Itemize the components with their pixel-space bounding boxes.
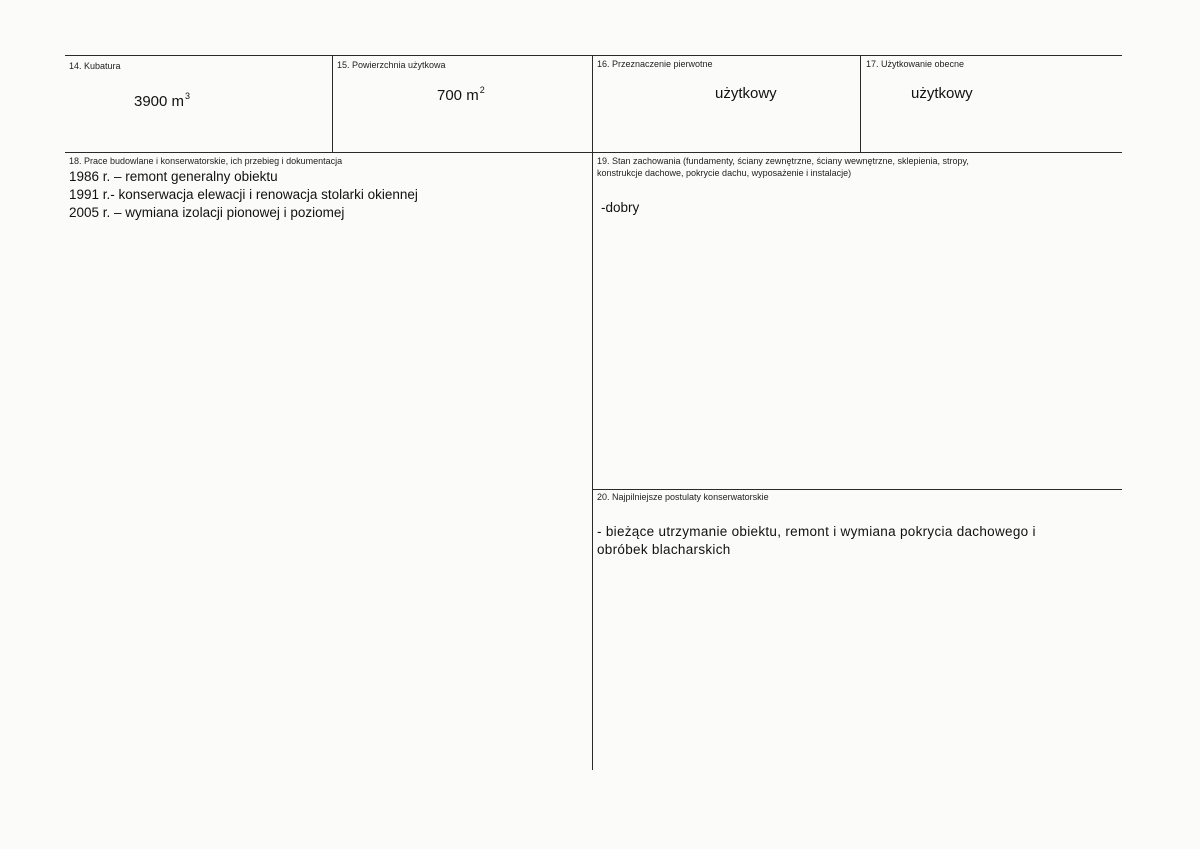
col-divider-1 [332, 55, 333, 152]
top-border-line [65, 55, 1122, 56]
uzytkowanie-label: 17. Użytkowanie obecne [866, 59, 965, 69]
powierzchnia-value [437, 85, 485, 104]
powierzchnia-exponent: 2 [479, 85, 485, 95]
kubatura-value [134, 91, 190, 110]
stan-label-line1: 19. Stan zachowania (fundamenty, ściany zewnętrzne, ściany wewnętrzne, sklepienia, stropy, [597, 156, 969, 166]
kubatura-exponent: 3 [185, 91, 191, 101]
prace-entry-2005: 2005 r. – wymiana izolacji pionowej i poziomej [69, 205, 345, 220]
col-divider-2 [592, 55, 593, 770]
stan-label-line2: konstrukcje dachowe, pokrycie dachu, wyposażenie i instalacje) [597, 168, 852, 178]
przeznaczenie-value: użytkowy [715, 85, 777, 102]
postulaty-value-line2: obróbek blacharskich [597, 542, 731, 557]
postulaty-value-line1: - bieżące utrzymanie obiektu, remont i wymiana pokrycia dachowego i [597, 524, 1036, 539]
prace-label: 18. Prace budowlane i konserwatorskie, ich przebieg i dokumentacja [69, 156, 343, 166]
uzytkowanie-value: użytkowy [911, 85, 973, 102]
section-20-top-line [593, 489, 1122, 490]
przeznaczenie-label: 16. Przeznaczenie pierwotne [597, 59, 713, 69]
prace-entry-1986: 1986 r. – remont generalny obiektu [69, 169, 278, 184]
prace-entry-1991: 1991 r.- konserwacja elewacji i renowacja stolarki okiennej [69, 187, 418, 202]
col-divider-3 [860, 55, 861, 152]
kubatura-number: 3900 m [134, 93, 185, 110]
powierzchnia-label: 15. Powierzchnia użytkowa [337, 60, 446, 70]
kubatura-label: 14. Kubatura [69, 61, 121, 71]
stan-value: -dobry [601, 200, 640, 215]
row-divider-line [65, 152, 1122, 153]
powierzchnia-number: 700 m [437, 87, 479, 104]
postulaty-label: 20. Najpilniejsze postulaty konserwatorskie [597, 492, 769, 502]
